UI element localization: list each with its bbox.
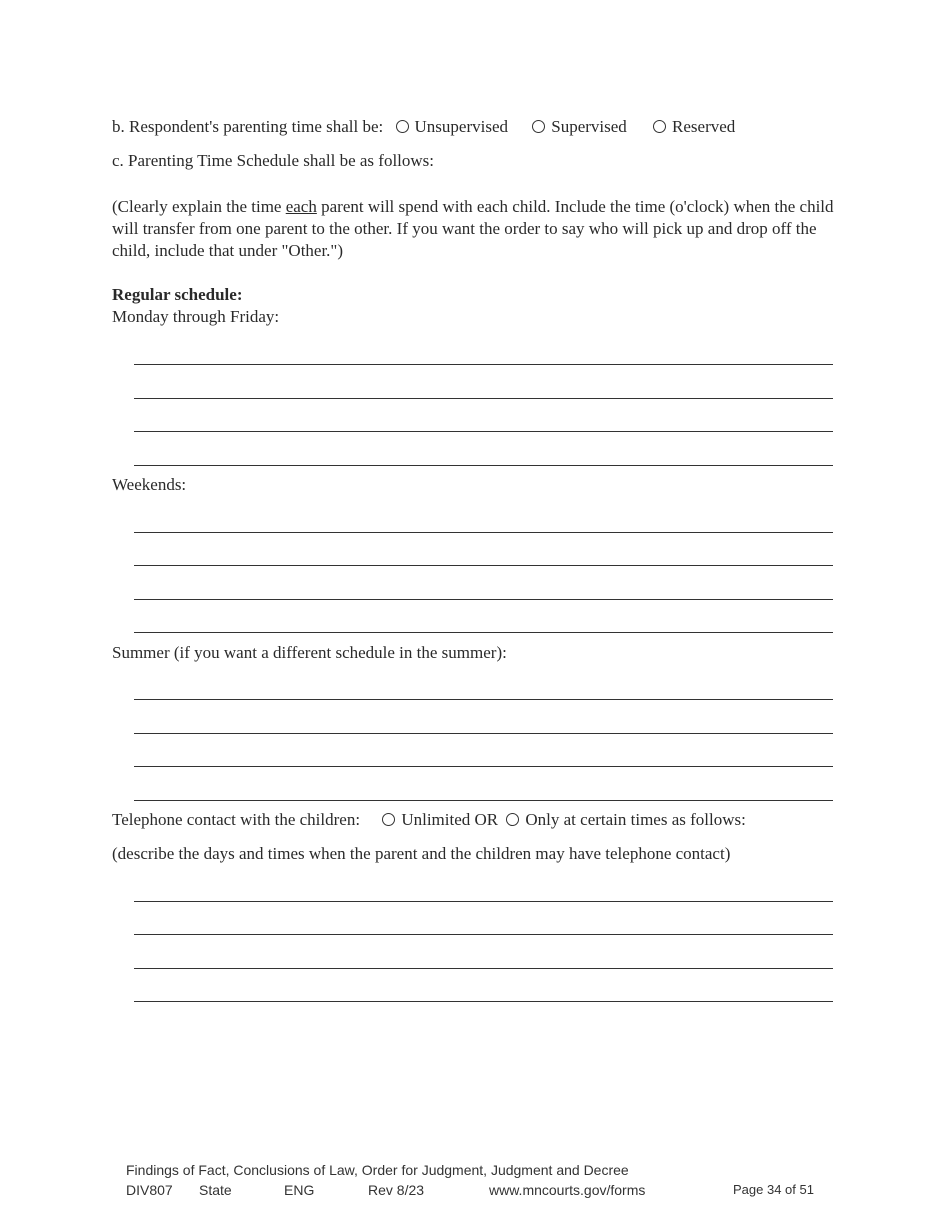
telephone-description: (describe the days and times when the parent and the children may have telephone contact): [112, 844, 731, 863]
footer-revision: Rev 8/23: [368, 1182, 425, 1198]
option-certain-times[interactable]: [506, 809, 745, 831]
respondent-parenting-time-row: [112, 116, 735, 138]
instructions-part-2: parent will spend with each child. Include the time (o'clock) when the child will transfer from one parent to the other. If you want the order to say who will pick up and drop off the child, include that under "Other."): [112, 197, 834, 260]
weekends-write-line[interactable]: [134, 599, 833, 600]
weekdays-write-line[interactable]: [134, 398, 833, 399]
option-unsupervised-label: Unsupervised: [414, 117, 508, 136]
summer-label: Summer (if you want a different schedule in the summer):: [112, 643, 507, 662]
option-reserved[interactable]: [653, 116, 735, 138]
regular-schedule-heading: Regular schedule:: [112, 285, 243, 304]
parenting-schedule-label: c. Parenting Time Schedule shall be as follows:: [112, 151, 435, 170]
option-supervised[interactable]: [532, 116, 627, 138]
instructions-emphasis: each: [285, 197, 317, 216]
weekdays-write-line[interactable]: [134, 364, 833, 365]
weekends-write-line[interactable]: [134, 565, 833, 566]
reserved-radio[interactable]: [653, 120, 666, 133]
summer-write-line[interactable]: [134, 699, 833, 700]
option-unlimited[interactable]: [382, 809, 498, 831]
summer-write-line[interactable]: [134, 800, 833, 801]
option-unlimited-label: Unlimited OR: [401, 810, 499, 829]
weekends-write-line[interactable]: [134, 532, 833, 533]
footer-title: Findings of Fact, Conclusions of Law, Order for Judgment, Judgment and Decree: [126, 1162, 629, 1178]
certain-times-radio[interactable]: [506, 813, 519, 826]
option-certain-times-label: Only at certain times as follows:: [525, 810, 746, 829]
unlimited-radio[interactable]: [382, 813, 395, 826]
weekdays-write-line[interactable]: [134, 431, 833, 432]
supervised-radio[interactable]: [532, 120, 545, 133]
unsupervised-radio[interactable]: [396, 120, 409, 133]
footer-website[interactable]: www.mncourts.gov/forms: [489, 1182, 646, 1198]
footer-scope: State: [199, 1182, 232, 1198]
option-supervised-label: Supervised: [551, 117, 627, 136]
footer-language: ENG: [284, 1182, 315, 1198]
schedule-instructions: [112, 196, 842, 262]
telephone-write-line[interactable]: [134, 1001, 833, 1002]
footer-page-number: Page 34 of 51: [733, 1182, 814, 1197]
telephone-contact-row: [112, 809, 746, 831]
summer-write-line[interactable]: [134, 733, 833, 734]
telephone-contact-label: Telephone contact with the children:: [112, 810, 361, 829]
telephone-write-line[interactable]: [134, 934, 833, 935]
weekdays-label: Monday through Friday:: [112, 307, 280, 326]
weekdays-write-line[interactable]: [134, 465, 833, 466]
weekends-label: Weekends:: [112, 475, 187, 494]
footer-form-id: DIV807: [126, 1182, 173, 1198]
option-reserved-label: Reserved: [672, 117, 736, 136]
telephone-write-line[interactable]: [134, 901, 833, 902]
respondent-parenting-time-label: b. Respondent's parenting time shall be:: [112, 117, 384, 136]
weekends-write-line[interactable]: [134, 632, 833, 633]
telephone-write-line[interactable]: [134, 968, 833, 969]
instructions-part-1: (Clearly explain the time: [112, 197, 286, 216]
option-unsupervised[interactable]: [396, 116, 508, 138]
summer-write-line[interactable]: [134, 766, 833, 767]
